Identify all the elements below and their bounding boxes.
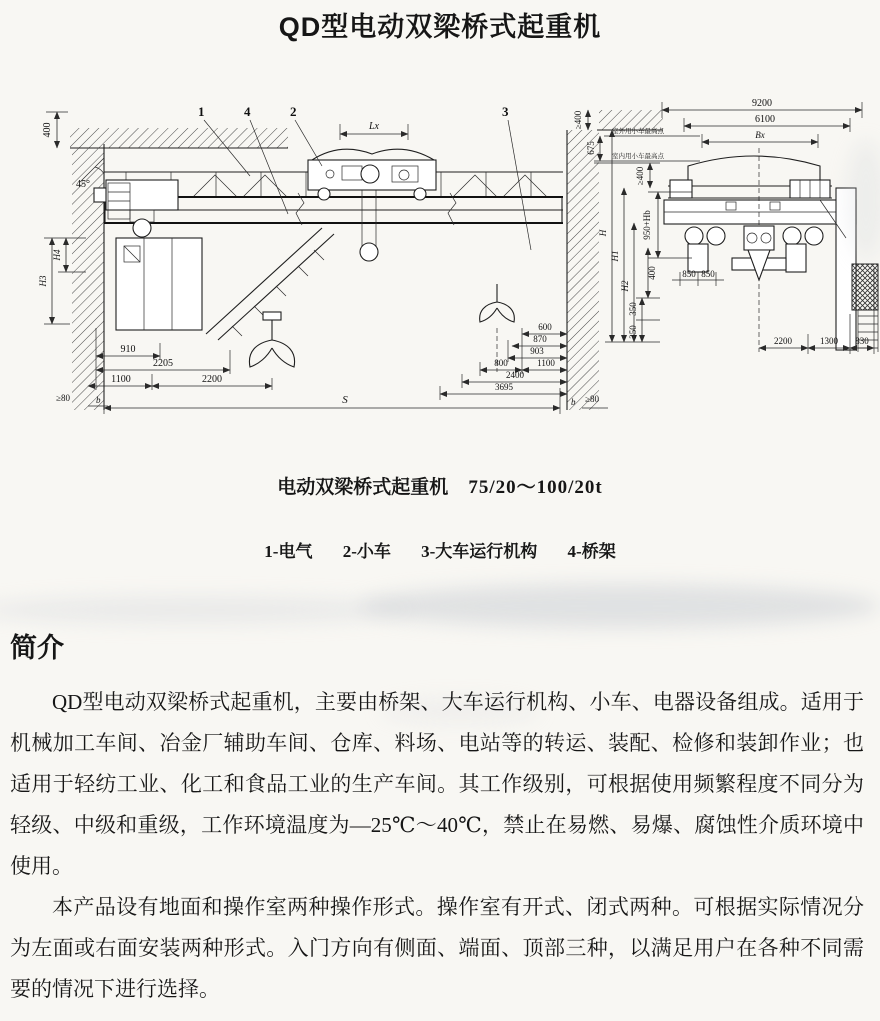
callout-4: 4 <box>244 104 251 119</box>
dim-9200: 9200 <box>752 98 772 109</box>
trolley <box>308 149 436 261</box>
callout-3: 3 <box>502 104 509 119</box>
intro-body <box>10 682 864 1010</box>
caption-spec: 75/20～100/20t <box>468 477 603 498</box>
section-heading-intro: 简介 <box>10 633 64 663</box>
intro-paragraph-2: 本产品设有地面和操作室两种操作形式。操作室有开式、闭式两种。可根据实际情况分为左面或右面安装两种形式。入门方向有侧面、端面、顶部三种，以满足用户在各种不同需要的情况下进行选择。 <box>10 895 864 1001</box>
dim-2200-side: 2200 <box>774 336 792 346</box>
front-view <box>38 104 700 414</box>
figure-legend <box>0 537 880 562</box>
dim-600: 600 <box>538 322 552 332</box>
dim-870: 870 <box>533 334 547 344</box>
note-outdoor: 室外用小车最高点 <box>612 128 664 135</box>
dim-1100b: 1100 <box>537 358 555 368</box>
dim-b-left: b <box>96 395 101 405</box>
callout-1: 1 <box>198 104 205 119</box>
legend-item-1: 1-电气 <box>264 542 313 561</box>
intro-paragraph-1: QD型电动双梁桥式起重机，主要由桥架、大车运行机构、小车、电器设备组成。适用于机械加工车间、冶金厂辅助车间、仓库、料场、电站等的转运、装配、检修和装卸作业；也适用于轻纺工业、化工和食品工业的生产车间。其工作级别，可根据使用频繁程度不同分为轻级、中级和重级，工作环境温度为—25℃～40℃，禁止在易燃、易爆、腐蚀性介质环境中使用。 <box>10 690 864 878</box>
dim-3695: 3695 <box>495 382 513 392</box>
dim-h4: H4 <box>52 249 62 261</box>
dim-910: 910 <box>120 344 136 355</box>
side-cab-column <box>820 188 878 352</box>
technical-drawing <box>0 88 880 440</box>
side-girder <box>668 156 832 198</box>
side-view <box>642 98 878 354</box>
dim-ge80-left: ≥80 <box>56 393 70 403</box>
dim-1300: 1300 <box>820 336 838 346</box>
dim-b-right: b <box>571 397 576 407</box>
svg-text:400: 400 <box>42 122 53 138</box>
dim-400-left <box>42 112 68 148</box>
dim-850a: 850 <box>682 269 696 279</box>
end-truck <box>94 180 178 243</box>
dim-2205: 2205 <box>153 358 173 369</box>
dim-H1: H1 <box>610 250 620 262</box>
callout-2: 2 <box>290 104 297 119</box>
page-title: QD型电动双梁桥式起重机 <box>278 12 602 42</box>
note-indoor: 室内用小车最高点 <box>612 153 664 160</box>
main-hook <box>249 312 294 367</box>
dim-ge80-right: ≥80 <box>585 394 599 404</box>
side-top-dims <box>662 98 862 148</box>
caption-name: 电动双梁桥式起重机 <box>277 477 449 498</box>
legend-item-2: 2-小车 <box>342 542 391 561</box>
dim-903: 903 <box>530 346 544 356</box>
dim-800: 800 <box>494 358 508 368</box>
dim-400-right: 400 <box>647 266 657 280</box>
dim-675: 675 <box>586 141 596 155</box>
dim-ge400-top: ≥400 <box>573 110 583 130</box>
dim-350b: 350 <box>628 325 638 339</box>
operator-cab <box>116 228 334 340</box>
dim-850b: 850 <box>701 269 715 279</box>
svg-text:950+Hb: 950+Hb <box>642 210 652 240</box>
legend-item-3: 3-大车运行机构 <box>421 542 538 561</box>
dim-H: H <box>598 229 608 237</box>
dim-350a: 350 <box>628 302 638 316</box>
dim-2200: 2200 <box>202 374 222 385</box>
svg-text:Lx: Lx <box>369 121 379 132</box>
aux-hook <box>480 284 515 322</box>
legend-item-4: 4-桥架 <box>567 542 616 561</box>
dim-span <box>104 388 560 414</box>
dim-2400: 2400 <box>506 370 524 380</box>
dim-H2: H2 <box>620 280 630 292</box>
scan-artifact <box>0 596 410 624</box>
figure-caption <box>0 472 880 499</box>
dim-angle-45: 45° <box>76 179 90 190</box>
dim-span-s: S <box>342 394 348 406</box>
dim-lx <box>340 121 408 140</box>
dim-h3: H3 <box>38 275 48 287</box>
dim-1100: 1100 <box>111 374 131 385</box>
dim-bx: Bx <box>755 130 765 140</box>
dim-ge400-mid: ≥400 <box>635 166 645 186</box>
side-hook-block <box>732 148 786 352</box>
scan-artifact <box>360 584 880 628</box>
dim-6100: 6100 <box>755 114 775 125</box>
dim-830: 830 <box>855 336 869 346</box>
drawing-area <box>0 88 880 440</box>
